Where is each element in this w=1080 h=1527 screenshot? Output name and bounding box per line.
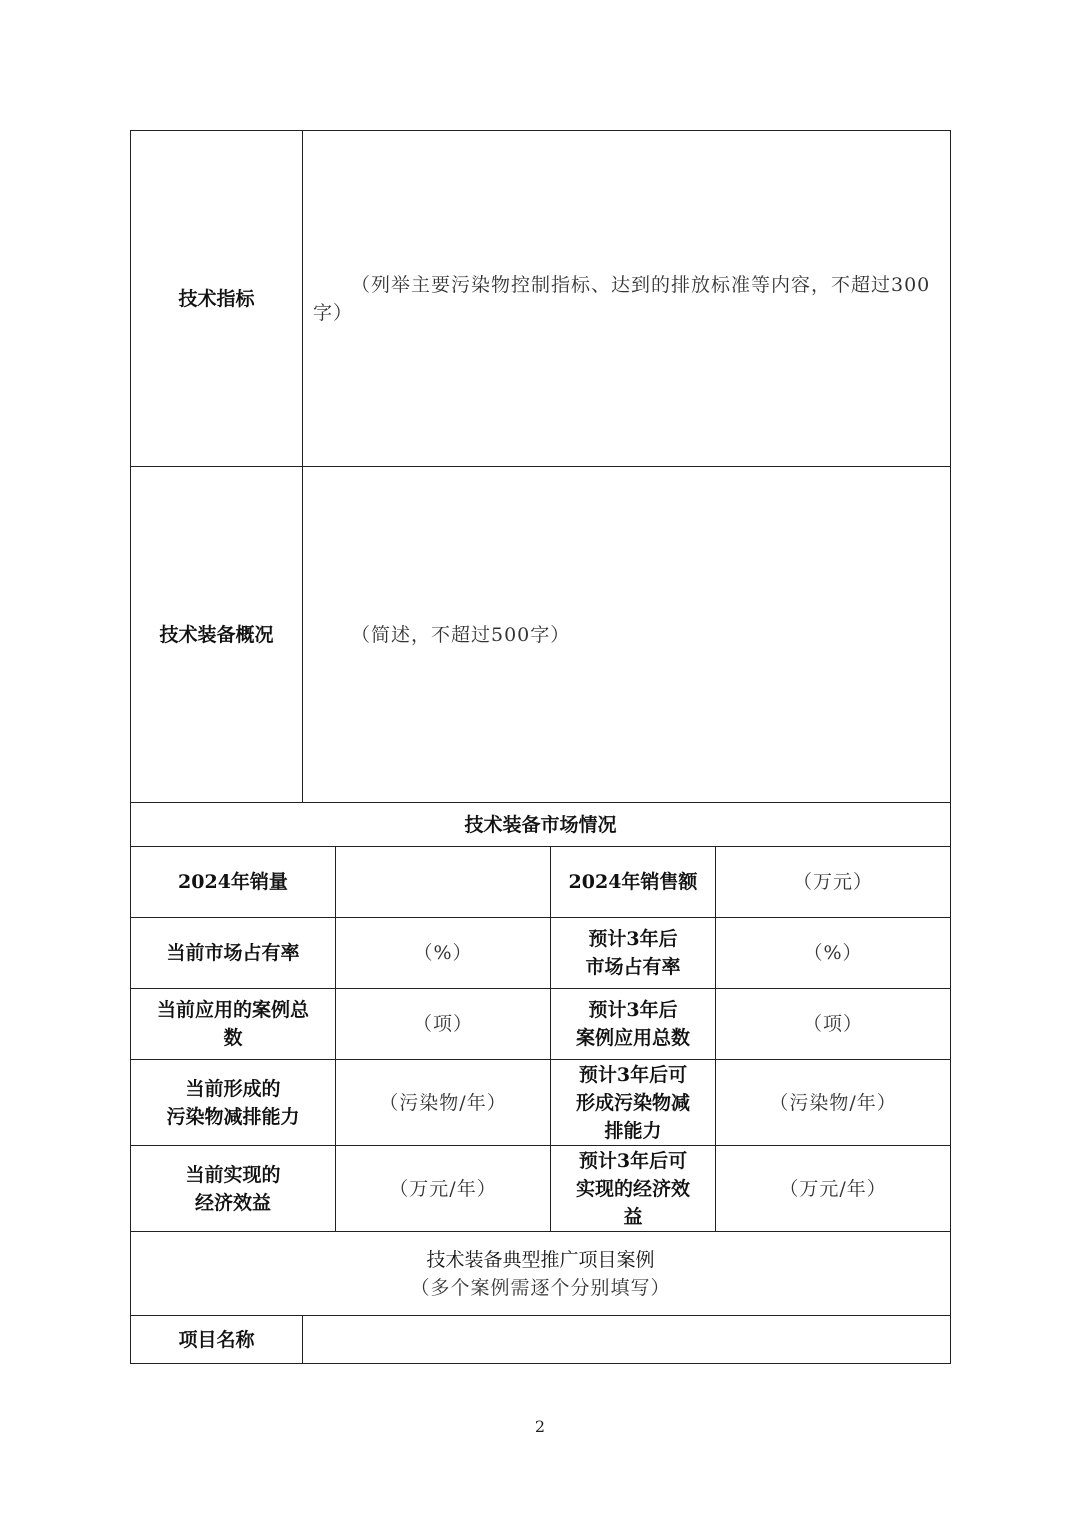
cases-section-note: （多个案例需逐个分别填写） [410,1276,671,1299]
sales-amount-unit: （万元） [793,871,874,893]
sales-amount-label: 2024年销售额 [551,847,716,918]
economic-benefit-forecast-field[interactable] [716,1146,951,1232]
market-share-forecast-line-1: 预计3年后 [588,928,678,950]
application-form-table [130,130,951,1364]
economic-benefit-field[interactable] [336,1146,551,1232]
economic-benefit-row [131,1146,951,1232]
emission-reduction-forecast-line-2: 形成污染物减 [575,1091,690,1114]
case-count-forecast-unit: （项） [803,1013,864,1035]
equipment-overview-row [131,467,951,803]
equipment-overview-input[interactable] [303,467,951,803]
case-count-forecast-line-1: 预计3年后 [588,999,678,1021]
emission-reduction-row [131,1060,951,1146]
equipment-overview-label: 技术装备概况 [131,467,303,803]
sales-amount-field[interactable] [716,847,951,918]
market-share-forecast-unit: （%） [803,942,863,964]
emission-reduction-forecast-field[interactable] [716,1060,951,1146]
market-share-forecast-line-2: 市场占有率 [585,956,681,978]
emission-reduction-unit: （污染物/年） [379,1091,507,1114]
project-name-field[interactable] [303,1316,951,1364]
case-count-forecast-field[interactable] [716,989,951,1060]
economic-benefit-unit: （万元/年） [389,1177,497,1200]
economic-benefit-line-2: 经济效益 [194,1191,271,1214]
sales-volume-label: 2024年销量 [131,847,336,918]
market-share-unit: （%） [413,942,473,964]
case-count-forecast-line-2: 案例应用总数 [575,1027,690,1049]
market-share-forecast-label [551,918,716,989]
economic-benefit-forecast-label [551,1146,716,1232]
case-count-field[interactable] [336,989,551,1060]
case-count-line-2: 数 [223,1027,243,1049]
emission-reduction-forecast-label [551,1060,716,1146]
emission-reduction-line-2: 污染物减排能力 [166,1105,300,1128]
cases-header-row [131,1232,951,1316]
tech-indicators-hint: （列举主要污染物控制指标、达到的排放标准等内容，不超过300字） [313,273,931,324]
emission-reduction-forecast-unit: （污染物/年） [769,1091,897,1114]
sales-row [131,847,951,918]
cases-header-cell [131,1232,951,1316]
market-header-row [131,803,951,847]
economic-benefit-forecast-unit: （万元/年） [779,1177,887,1200]
page-number: 2 [534,1417,546,1436]
market-section-title: 技术装备市场情况 [131,803,951,847]
emission-reduction-label [131,1060,336,1146]
cases-section-title: 技术装备典型推广项目案例 [426,1248,655,1271]
market-share-forecast-field[interactable] [716,918,951,989]
case-count-unit: （项） [412,1013,473,1035]
market-share-field[interactable] [336,918,551,989]
equipment-overview-hint: （简述，不超过500字） [351,623,571,646]
case-count-line-1: 当前应用的案例总 [156,999,309,1021]
project-name-row [131,1316,951,1364]
project-name-label: 项目名称 [131,1316,303,1364]
case-count-forecast-label [551,989,716,1060]
market-share-label: 当前市场占有率 [131,918,336,989]
emission-reduction-line-1: 当前形成的 [185,1077,281,1100]
economic-benefit-label [131,1146,336,1232]
tech-indicators-label: 技术指标 [131,131,303,467]
economic-benefit-forecast-line-1: 预计3年后可 [578,1149,688,1172]
emission-reduction-field[interactable] [336,1060,551,1146]
economic-benefit-line-1: 当前实现的 [185,1163,281,1186]
market-share-row [131,918,951,989]
economic-benefit-forecast-line-3: 益 [623,1205,643,1228]
economic-benefit-forecast-line-2: 实现的经济效 [575,1177,690,1200]
case-count-row [131,989,951,1060]
emission-reduction-forecast-line-3: 排能力 [604,1119,662,1142]
tech-indicators-input[interactable] [303,131,951,467]
case-count-label [131,989,336,1060]
sales-volume-field[interactable] [336,847,551,918]
emission-reduction-forecast-line-1: 预计3年后可 [578,1063,688,1086]
tech-indicators-row [131,131,951,467]
